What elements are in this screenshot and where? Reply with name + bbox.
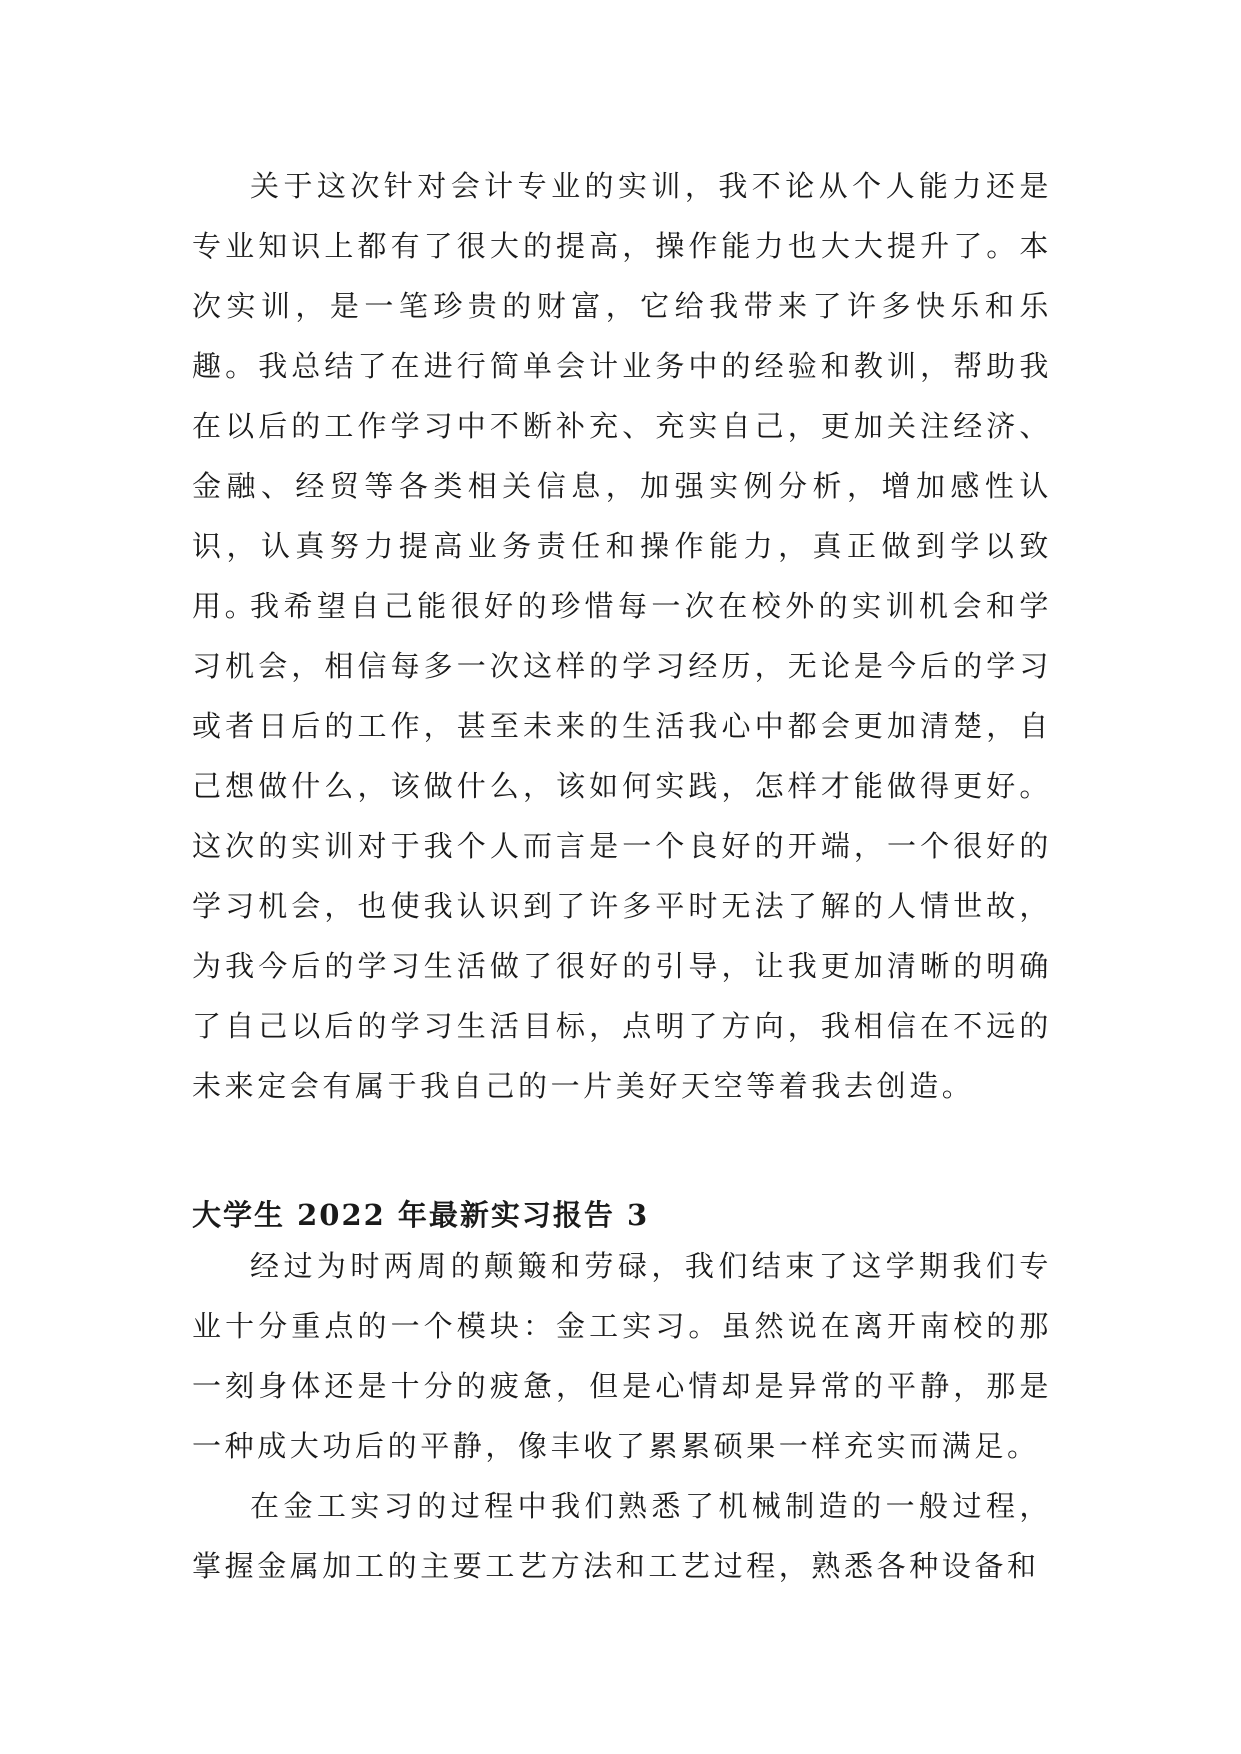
paragraph-accounting-training: 关于这次针对会计专业的实训，我不论从个人能力还是专业知识上都有了很大的提高，操作能力也大大提升了。本次实训，是一笔珍贵的财富，它给我带来了许多快乐和乐趣。我总结了在进行简单会计业务中的经验和教训，帮助我在以后的工作学习中不断补充、充实自己，更加关注经济、金融、经贸等各类相关信息，加强实例分析，增加感性认识，认真努力提高业务责任和操作能力，真正做到学以致用。 bbox=[192, 169, 1052, 623]
paragraph-future-hopes: 我希望自己能很好的珍惜每一次在校外的实训机会和学习机会，相信每多一次这样的学习经历，无论是今后的学习或者日后的工作，甚至未来的生活我心中都会更加清楚，自己想做什么，该做什么，该如何实践，怎样才能做得更好。这次的实训对于我个人而言是一个良好的开端，一个很好的学习机会，也使我认识到了许多平时无法了解的人情世故，为我今后的学习生活做了很好的引导，让我更加清晰的明确了自己以后的学习生活目标，点明了方向，我相信在不远的未来定会有属于我自己的一片美好天空等着我去创造。 bbox=[192, 589, 1052, 1103]
paragraph-metalwork-intro: 经过为时两周的颠簸和劳碌，我们结束了这学期我们专业十分重点的一个模块：金工实习。虽然说在离开南校的那一刻身体还是十分的疲惫，但是心情却是异常的平静，那是一种成大功后的平静，像丰收了累累硕果一样充实而满足。 bbox=[192, 1249, 1052, 1463]
section-heading: 大学生 2022 年最新实习报告 3 bbox=[192, 1198, 650, 1232]
paragraph-metalwork-process: 在金工实习的过程中我们熟悉了机械制造的一般过程，掌握金属加工的主要工艺方法和工艺过程，熟悉各种设备和 bbox=[192, 1489, 1052, 1583]
